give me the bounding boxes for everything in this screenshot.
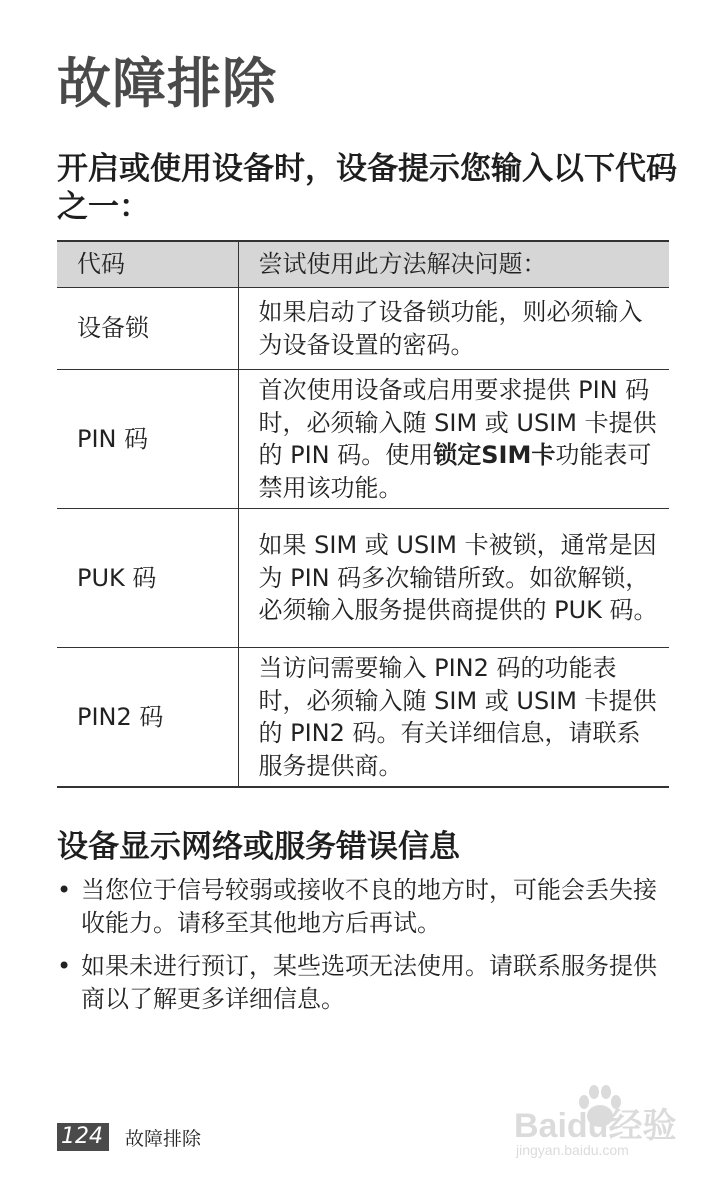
codes-table [57,240,669,788]
watermark-logo-text: Baidu经验 [514,1107,677,1145]
description-cell: 如果 SIM 或 USIM 卡被锁，通常是因为 PIN 码多次输错所致。如欲解锁，必须输入服务提供商提供的 PUK 码。 [238,509,669,648]
code-cell: PIN2 码 [77,702,164,731]
bullet-icon: • [57,876,72,904]
page-title: 故障排除 [57,52,277,115]
table-row [57,648,669,788]
baidu-watermark [514,1080,714,1170]
table-row [57,370,669,509]
table-row [57,288,669,370]
list-item-text: 当您位于信号较弱或接收不良的地方时，可能会丢失接收能力。请移至其他地方后再试。 [81,876,657,937]
column-header-code: 代码 [77,250,125,279]
description-text: 功能表可禁用该功能。 [258,441,652,502]
page-number: 124 [57,1123,109,1151]
codes-section-heading: 开启或使用设备时，设备提示您输入以下代码之一： [57,151,677,225]
menu-term: 锁定SIM卡 [433,441,556,469]
footer-section-label: 故障排除 [125,1127,202,1150]
table-row [57,509,669,648]
list-item [57,950,671,1016]
bullet-icon: • [57,952,72,980]
list-item [57,874,671,940]
description-cell: 当访问需要输入 PIN2 码的功能表时，必须输入随 SIM 或 USIM 卡提供的 PIN2 码。有关详细信息，请联系服务提供商。 [238,648,669,788]
watermark-url: jingyan.baidu.com [516,1142,629,1158]
code-cell: PUK 码 [77,563,157,592]
list-item-text: 如果未进行预订，某些选项无法使用。请联系服务提供商以了解更多详细信息。 [81,952,657,1013]
description-cell: 如果启动了设备锁功能，则必须输入为设备设置的密码。 [238,288,669,370]
code-cell: PIN 码 [77,424,149,453]
page-footer [57,1122,201,1152]
column-header-solution: 尝试使用此方法解决问题： [238,241,669,288]
description-text: 首次使用设备或启用要求提供 PIN 码时，必须输入随 SIM 或 USIM 卡提供的 PIN 码。使用 [258,376,657,469]
code-cell: 设备锁 [77,314,149,343]
network-tips-list [57,874,671,1026]
table-header-row [57,241,669,288]
network-section-heading: 设备显示网络或服务错误信息 [57,829,460,865]
description-cell [238,370,669,509]
